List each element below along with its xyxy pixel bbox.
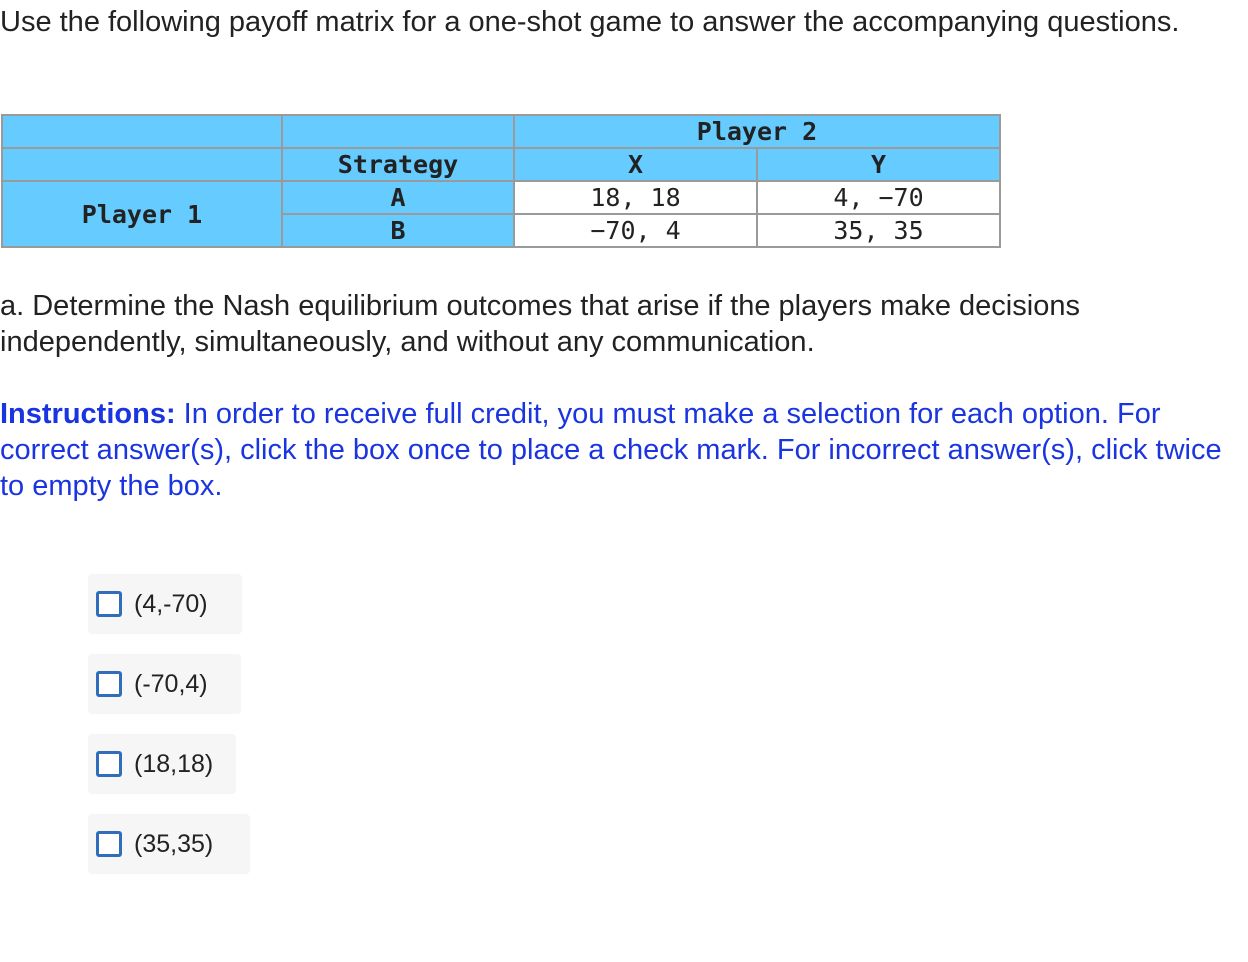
- option-35-35[interactable]: [88, 814, 250, 874]
- blank-header-cell: [2, 115, 282, 148]
- strategy-label: Strategy: [282, 148, 514, 181]
- checkbox-icon[interactable]: [96, 591, 122, 617]
- column-header-y: Y: [757, 148, 1000, 181]
- matrix-header-row-1: [2, 115, 1000, 148]
- blank-header-cell: [2, 148, 282, 181]
- option-label: (-70,4): [134, 669, 208, 698]
- instructions-lead: Instructions:: [0, 398, 176, 430]
- payoff-cell-b-y: 35, 35: [757, 214, 1000, 247]
- payoff-cell-a-y: 4, −70: [757, 181, 1000, 214]
- option-label: (18,18): [134, 749, 214, 778]
- intro-text: Use the following payoff matrix for a one-shot game to answer the accompanying questions.: [0, 6, 1180, 38]
- checkbox-icon[interactable]: [96, 671, 122, 697]
- checkbox-icon[interactable]: [96, 751, 122, 777]
- payoff-matrix: [1, 114, 1001, 248]
- row-strategy-a: A: [282, 181, 514, 214]
- instructions-text: [0, 396, 1230, 504]
- payoff-cell-b-x: −70, 4: [514, 214, 757, 247]
- payoff-cell-a-x: 18, 18: [514, 181, 757, 214]
- option-label: (4,-70): [134, 589, 208, 618]
- player2-label: Player 2: [514, 115, 1000, 148]
- matrix-row-a: [2, 181, 1000, 214]
- row-strategy-b: B: [282, 214, 514, 247]
- blank-header-cell: [282, 115, 514, 148]
- option-18-18[interactable]: [88, 734, 236, 794]
- matrix-header-row-2: [2, 148, 1000, 181]
- checkbox-icon[interactable]: [96, 831, 122, 857]
- option-neg70-4[interactable]: [88, 654, 241, 714]
- player1-label: Player 1: [2, 181, 282, 247]
- option-4-neg70[interactable]: [88, 574, 242, 634]
- question-text: a. Determine the Nash equilibrium outcomes that arise if the players make decisions independently, simultaneously, and without any communication.: [0, 290, 1080, 358]
- column-header-x: X: [514, 148, 757, 181]
- option-label: (35,35): [134, 829, 214, 858]
- instructions-body: In order to receive full credit, you must make a selection for each option. For correct answer(s), click the box once to place a check mark. For incorrect answer(s), click twice to empty the box.: [0, 398, 1222, 502]
